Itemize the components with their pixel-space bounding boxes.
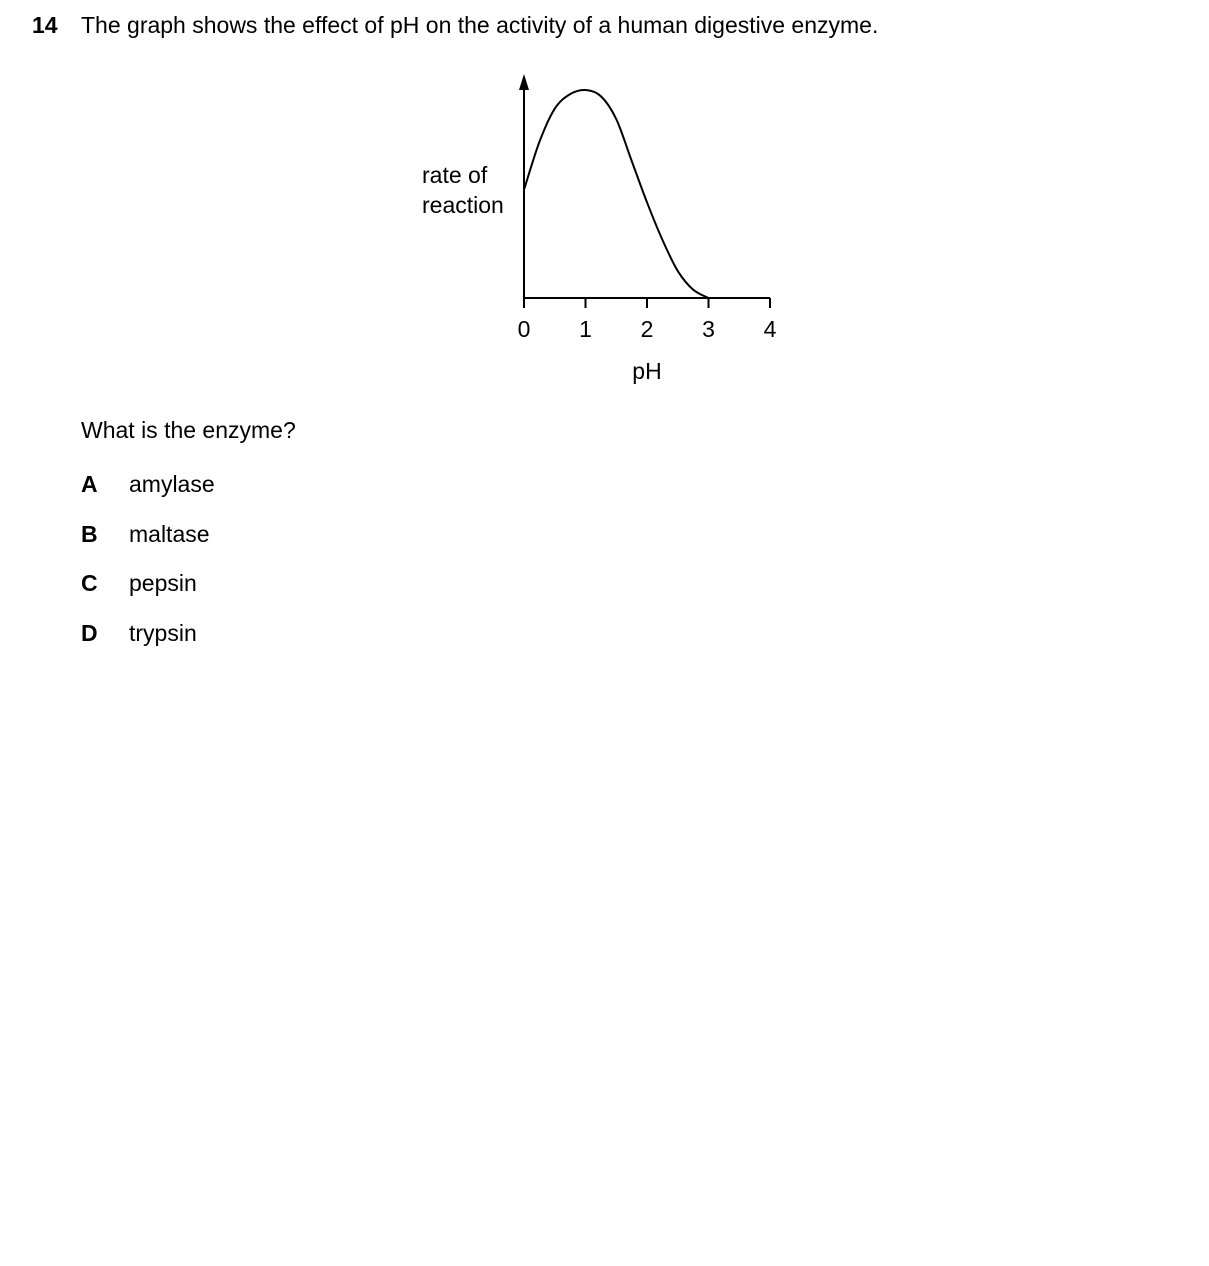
question-number: 14: [32, 12, 58, 38]
option-b-text: maltase: [129, 521, 210, 547]
x-tick-label-1: 1: [579, 316, 592, 342]
option-c-text: pepsin: [129, 570, 197, 596]
question-prompt: What is the enzyme?: [81, 417, 296, 443]
question-stem: The graph shows the effect of pH on the activity of a human digestive enzyme.: [81, 12, 879, 38]
rate-curve: [524, 90, 709, 298]
chart-svg: [400, 60, 820, 400]
option-a-text: amylase: [129, 471, 215, 497]
x-axis-label: pH: [632, 358, 662, 384]
y-axis-label-line-1: rate of: [422, 162, 488, 188]
option-c-letter: C: [81, 570, 98, 596]
x-tick-label-3: 3: [702, 316, 715, 342]
ph-rate-chart: [400, 60, 820, 400]
y-axis-label-line-2: reaction: [422, 192, 504, 218]
x-tick-label-0: 0: [517, 316, 531, 342]
x-tick-label-2: 2: [640, 316, 654, 342]
option-d-letter: D: [81, 620, 98, 646]
x-tick-label-4: 4: [763, 316, 777, 342]
option-a-letter: A: [81, 471, 98, 497]
y-axis-arrow: [519, 74, 529, 90]
option-d-text: trypsin: [129, 620, 197, 646]
option-b-letter: B: [81, 521, 98, 547]
